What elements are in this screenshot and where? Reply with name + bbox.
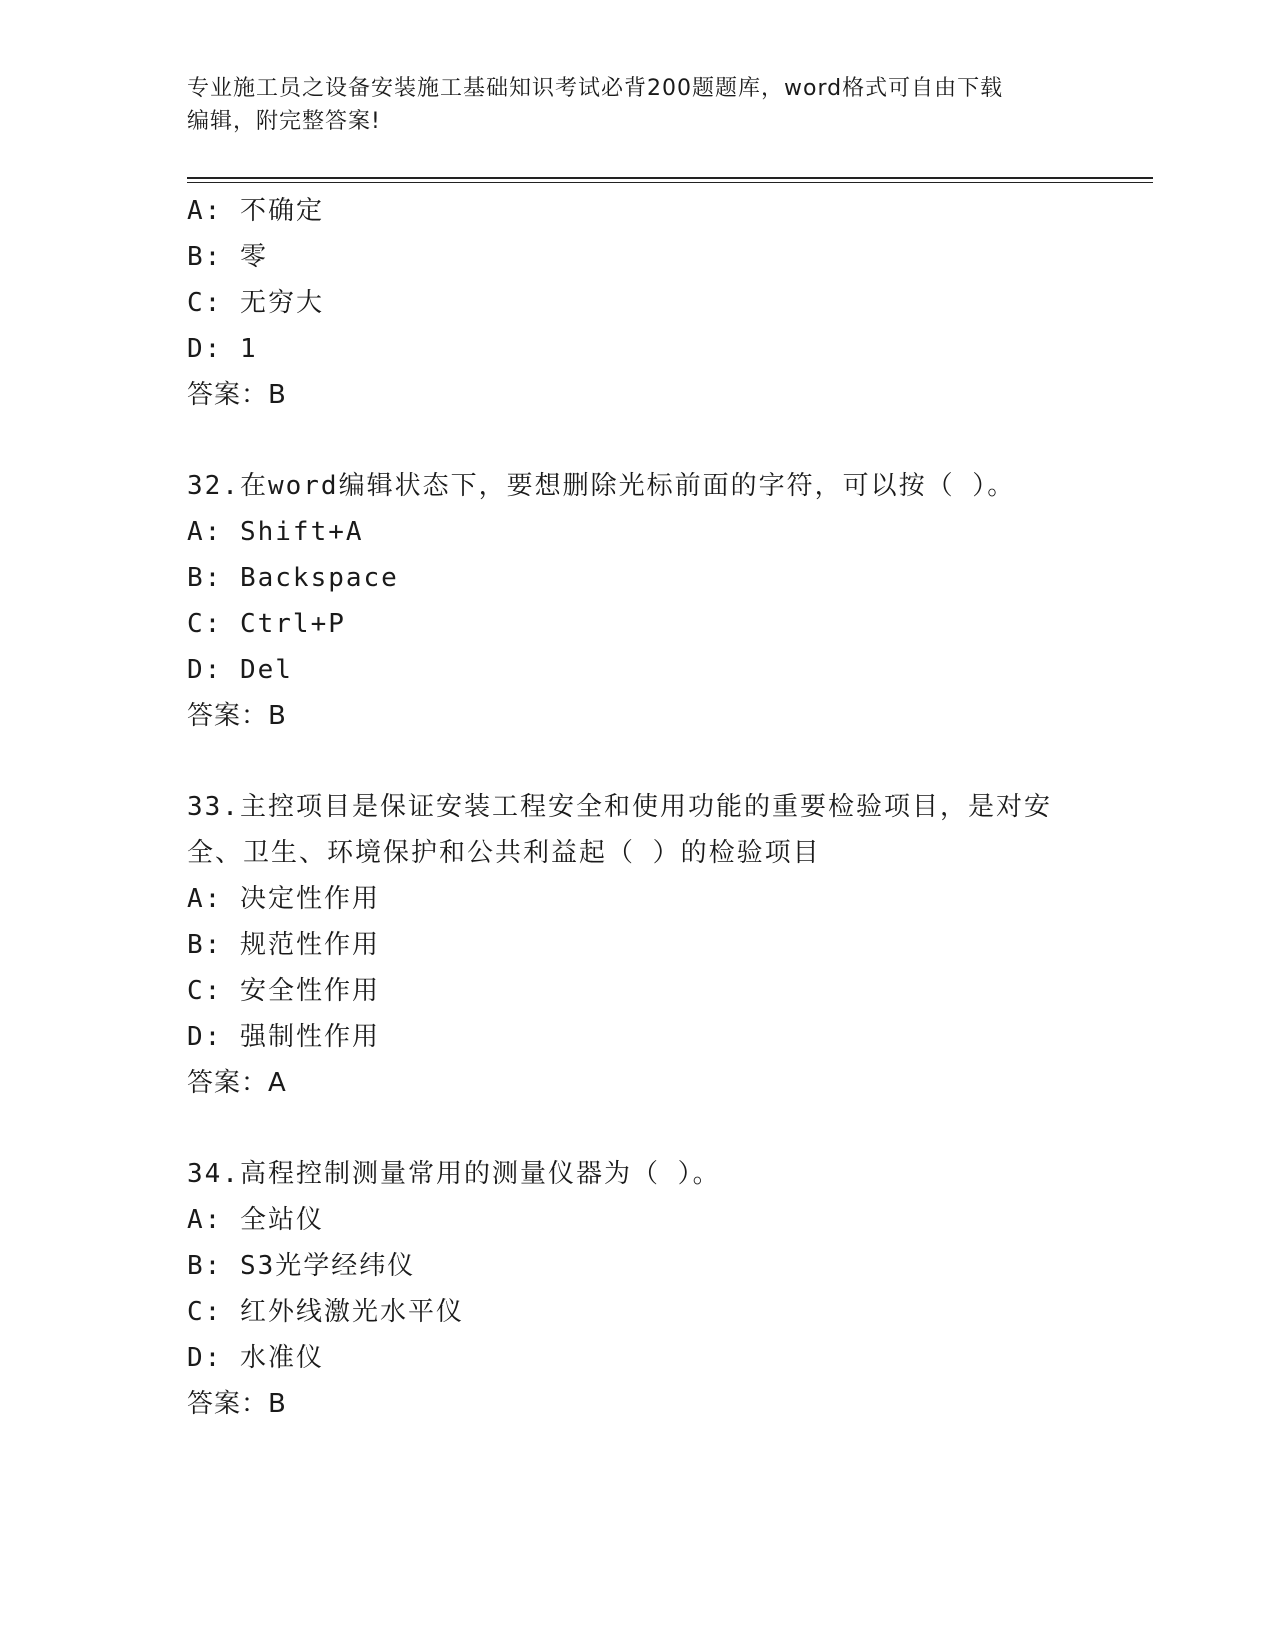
header-divider-thin — [187, 182, 1153, 183]
option-d: D: 1 — [187, 334, 258, 364]
answer-line: 答案：B — [187, 380, 287, 410]
question-block — [187, 463, 1087, 739]
option-a: A: 不确定 — [187, 196, 324, 226]
header-divider-thick — [187, 177, 1153, 179]
question-stem: 33.主控项目是保证安装工程安全和使用功能的重要检验项目，是对安 — [187, 792, 1052, 822]
answer-line: 答案：B — [187, 1389, 287, 1419]
document-header — [187, 72, 1067, 138]
question-list — [187, 188, 1087, 1427]
option-a: A: Shift+A — [187, 517, 364, 547]
header-line-1: 专业施工员之设备安装施工基础知识考试必背200题题库，word格式可自由下载 — [187, 76, 1004, 101]
question-block — [187, 784, 1087, 1106]
option-a: A: 全站仪 — [187, 1205, 324, 1235]
question-stem-continued: 全、卫生、环境保护和公共利益起（ ）的检验项目 — [187, 838, 821, 868]
option-c: C: Ctrl+P — [187, 609, 346, 639]
question-block — [187, 188, 1087, 418]
header-line-2: 编辑，附完整答案! — [187, 109, 381, 134]
option-b: B: Backspace — [187, 563, 399, 593]
option-b: B: 规范性作用 — [187, 930, 380, 960]
option-d: D: 强制性作用 — [187, 1022, 380, 1052]
option-c: C: 无穷大 — [187, 288, 324, 318]
option-c: C: 红外线激光水平仪 — [187, 1297, 464, 1327]
option-b: B: 零 — [187, 242, 268, 272]
answer-line: 答案：A — [187, 1068, 287, 1098]
question-stem: 32.在word编辑状态下，要想删除光标前面的字符，可以按（ ）。 — [187, 471, 1016, 501]
option-d: D: Del — [187, 655, 293, 685]
question-block — [187, 1151, 1087, 1427]
option-d: D: 水准仪 — [187, 1343, 324, 1373]
question-stem: 34.高程控制测量常用的测量仪器为（ ）。 — [187, 1159, 721, 1189]
option-c: C: 安全性作用 — [187, 976, 380, 1006]
option-a: A: 决定性作用 — [187, 884, 380, 914]
option-b: B: S3光学经纬仪 — [187, 1251, 416, 1281]
answer-line: 答案：B — [187, 701, 287, 731]
